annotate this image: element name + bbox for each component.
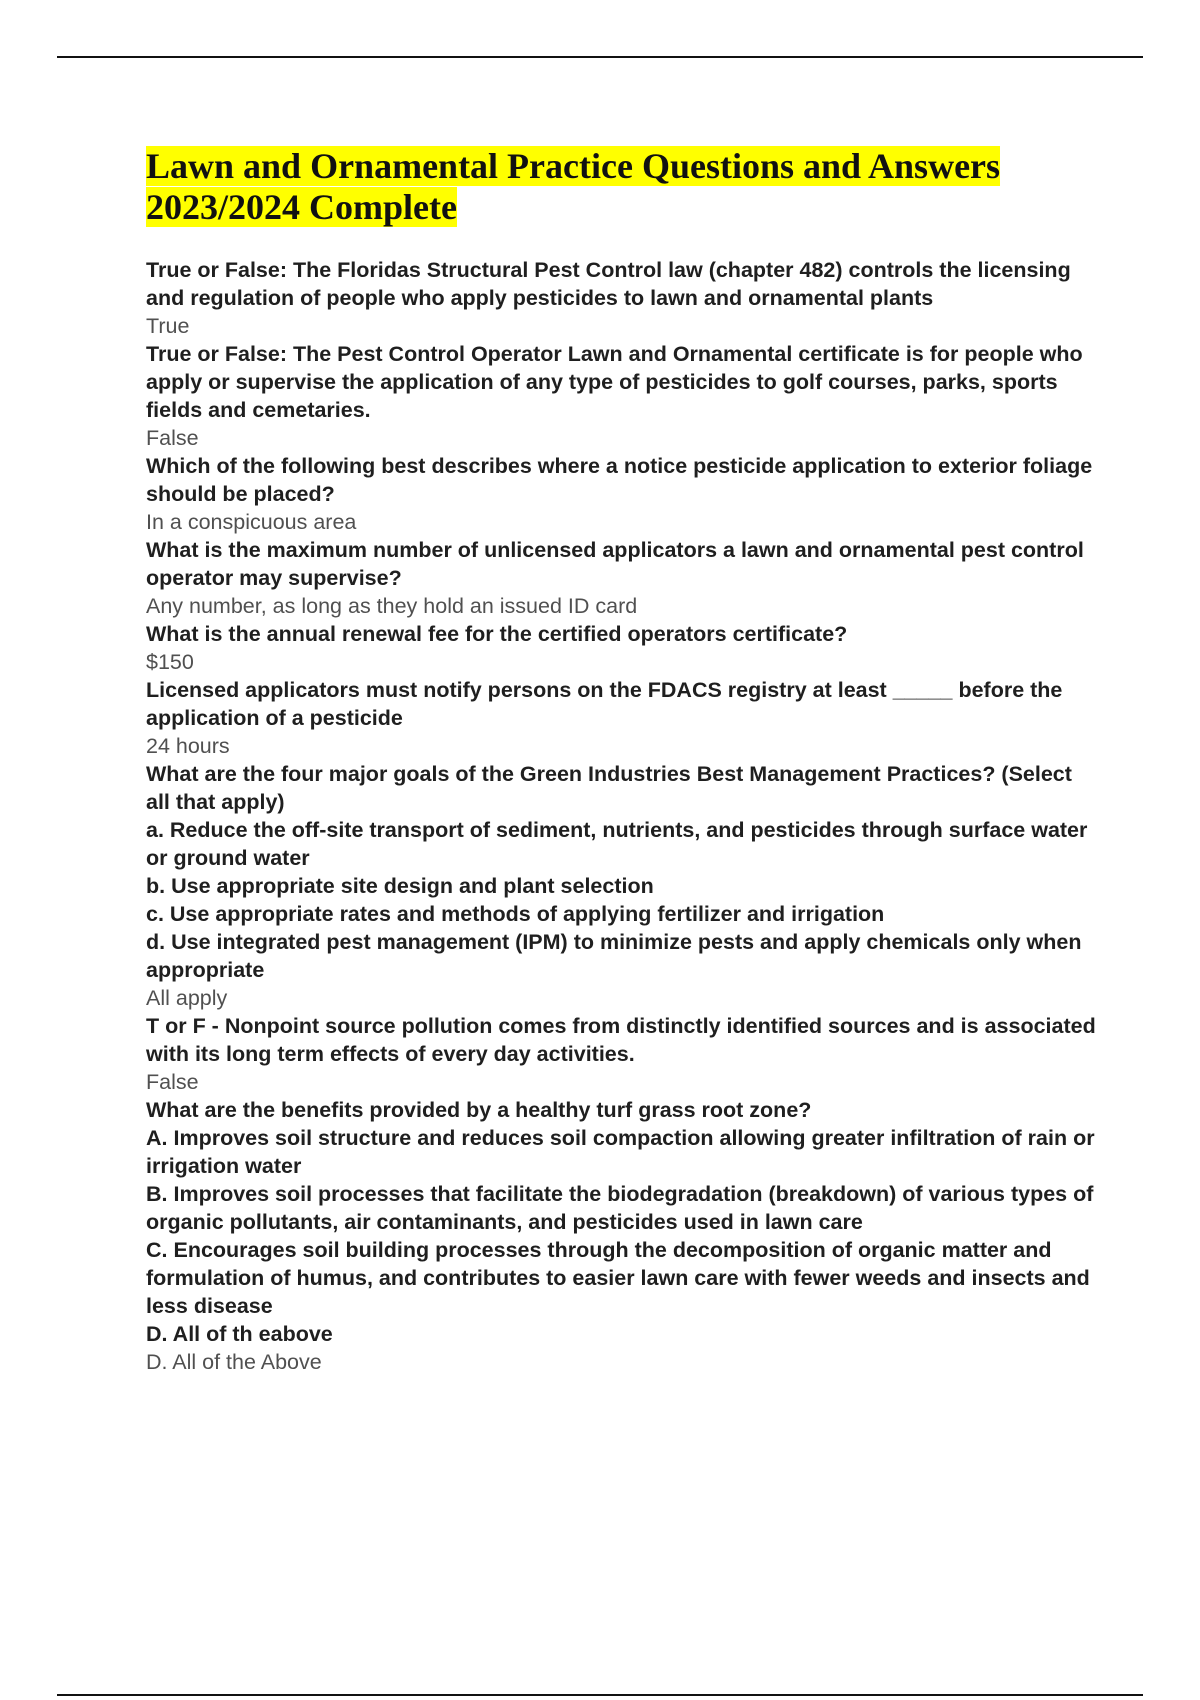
qa-item [146, 1012, 1096, 1096]
qa-item [146, 676, 1096, 760]
answer-text: All apply [146, 986, 228, 1010]
question-text: What is the annual renewal fee for the certified operators certificate? [146, 622, 848, 646]
question-option: d. Use integrated pest management (IPM) to minimize pests and apply chemicals only when appropriate [146, 930, 1082, 982]
document-body [146, 146, 1096, 1376]
answer-text: $150 [146, 650, 194, 674]
answer-text: False [146, 1070, 199, 1094]
answer-text: Any number, as long as they hold an issued ID card [146, 594, 638, 618]
qa-item [146, 536, 1096, 620]
question-option: B. Improves soil processes that facilitate the biodegradation (breakdown) of various types of organic pollutants, air contaminants, and pesticides used in lawn care [146, 1182, 1094, 1234]
qa-item [146, 256, 1096, 340]
question-text: What are the benefits provided by a healthy turf grass root zone? [146, 1098, 812, 1122]
header-rule [57, 56, 1143, 58]
question-text: True or False: The Floridas Structural Pest Control law (chapter 482) controls the licensing and regulation of people who apply pesticides to lawn and ornamental plants [146, 258, 1071, 310]
answer-text: D. All of the Above [146, 1350, 322, 1374]
question-text: True or False: The Pest Control Operator Lawn and Ornamental certificate is for people who apply or supervise the application of any type of pesticides to golf courses, parks, sports fields and cemetaries. [146, 342, 1083, 422]
answer-text: False [146, 426, 199, 450]
qa-item [146, 620, 1096, 676]
question-option: D. All of th eabove [146, 1322, 333, 1346]
answer-text: True [146, 314, 190, 338]
question-text: Which of the following best describes where a notice pesticide application to exterior foliage should be placed? [146, 454, 1093, 506]
qa-item [146, 452, 1096, 536]
document-title [146, 146, 1096, 228]
question-option: A. Improves soil structure and reduces soil compaction allowing greater infiltration of rain or irrigation water [146, 1126, 1095, 1178]
footer-rule [57, 1694, 1143, 1696]
qa-item [146, 340, 1096, 452]
question-option: a. Reduce the off-site transport of sediment, nutrients, and pesticides through surface water or ground water [146, 818, 1088, 870]
question-text: What are the four major goals of the Green Industries Best Management Practices? (Select all that apply) [146, 762, 1072, 814]
question-text: What is the maximum number of unlicensed applicators a lawn and ornamental pest control operator may supervise? [146, 538, 1084, 590]
question-text: Licensed applicators must notify persons on the FDACS registry at least _____ before the application of a pesticide [146, 678, 1063, 730]
question-option: b. Use appropriate site design and plant selection [146, 874, 654, 898]
question-text: T or F - Nonpoint source pollution comes from distinctly identified sources and is associated with its long term effects of every day activities. [146, 1014, 1096, 1066]
question-option: c. Use appropriate rates and methods of applying fertilizer and irrigation [146, 902, 885, 926]
question-option: C. Encourages soil building processes through the decomposition of organic matter and formulation of humus, and contributes to easier lawn care with fewer weeds and insects and less disease [146, 1238, 1090, 1318]
answer-text: In a conspicuous area [146, 510, 357, 534]
qa-list [146, 256, 1096, 1376]
qa-item [146, 760, 1096, 1012]
title-line-1: Lawn and Ornamental Practice Questions and Answers [146, 146, 1001, 186]
title-line-2: 2023/2024 Complete [146, 187, 457, 227]
qa-item [146, 1096, 1096, 1376]
answer-text: 24 hours [146, 734, 230, 758]
